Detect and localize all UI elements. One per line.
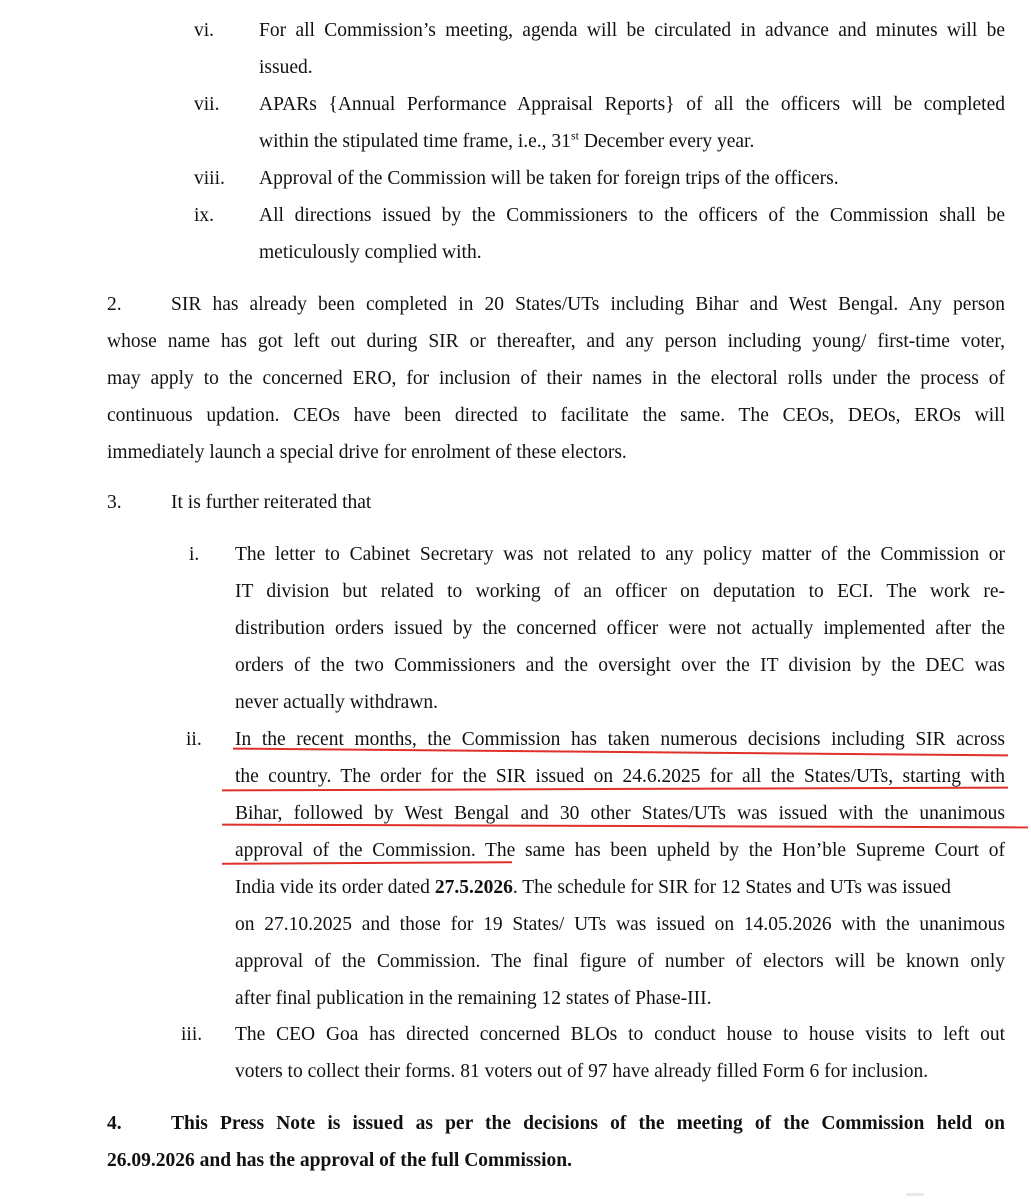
text-line: IT division but related to working of an officer on deputation to ECI. The work re- (235, 581, 1005, 602)
text-line: after final publication in the remaining 12 states of Phase-III. (235, 988, 712, 1009)
text-line: the country. The order for the SIR issued on 24.6.2025 for all the States/UTs, starting with (235, 766, 1005, 787)
text-line: on 27.10.2025 and those for 19 States/ UTs was issued on 14.05.2026 with the unanimous (235, 914, 1005, 935)
text-line: Approval of the Commission will be taken for foreign trips of the officers. (259, 168, 839, 189)
red-underline-annotation (222, 861, 512, 865)
text-line-with-superscript (259, 129, 754, 155)
text-line: It is further reiterated that (171, 492, 372, 513)
text-line: voters to collect their forms. 81 voters out of 97 have already filled Form 6 for inclusion. (235, 1061, 929, 1082)
text-line: For all Commission’s meeting, agenda will be circulated in advance and minutes will be (259, 20, 1005, 41)
list-number: vii. (194, 94, 220, 115)
text-line: Bihar, followed by West Bengal and 30 other States/UTs was issued with the unanimous (235, 803, 1005, 824)
paragraph-number: 3. (107, 492, 122, 513)
list-number: vi. (194, 20, 215, 41)
paragraph-number: 4. (107, 1113, 122, 1134)
bold-date: 27.5.2026 (434, 877, 513, 898)
text-part: India vide its order dated (235, 877, 435, 898)
text-line: issued. (259, 57, 313, 78)
list-number: ii. (186, 729, 202, 750)
text-line: never actually withdrawn. (235, 692, 439, 713)
text-line: orders of the two Commissioners and the oversight over the IT division by the DEC was (235, 655, 1005, 676)
text-line: immediately launch a special drive for enrolment of these electors. (107, 442, 627, 463)
list-number: ix. (194, 205, 215, 226)
superscript: st (570, 128, 579, 143)
text-line: All directions issued by the Commissioners to the officers of the Commission shall be (259, 205, 1005, 226)
text-line: whose name has got left out during SIR or thereafter, and any person including young/ first-time voter, (107, 331, 1005, 352)
text-line: APARs {Annual Performance Appraisal Reports} of all the officers will be completed (259, 94, 1005, 115)
text-line: distribution orders issued by the concerned officer were not actually implemented after the (235, 618, 1005, 639)
text-line: The letter to Cabinet Secretary was not related to any policy matter of the Commission or (235, 544, 1005, 565)
text-line: may apply to the concerned ERO, for inclusion of their names in the electoral rolls under the process of (107, 368, 1005, 389)
paragraph-number: 2. (107, 294, 122, 315)
text-line: This Press Note is issued as per the decisions of the meeting of the Commission held on (171, 1113, 1005, 1134)
text-line: meticulously complied with. (259, 242, 482, 263)
page-edge-mark (906, 1193, 924, 1196)
list-number: viii. (194, 168, 225, 189)
text-part: . The schedule for SIR for 12 States and UTs was issued (512, 877, 951, 898)
text-line: continuous updation. CEOs have been directed to facilitate the same. The CEOs, DEOs, EROs will (107, 405, 1005, 426)
text-line: approval of the Commission. The final figure of number of electors will be known only (235, 951, 1005, 972)
text-part: within the stipulated time frame, i.e., 31 (259, 131, 571, 152)
text-line: The CEO Goa has directed concerned BLOs to conduct house to house visits to left out (235, 1024, 1005, 1045)
text-line: In the recent months, the Commission has taken numerous decisions including SIR across (235, 729, 1005, 750)
text-line: 26.09.2026 and has the approval of the full Commission. (107, 1150, 572, 1171)
text-line: SIR has already been completed in 20 States/UTs including Bihar and West Bengal. Any person (171, 294, 1005, 315)
list-number: i. (189, 544, 200, 565)
text-part: December every year. (578, 131, 755, 152)
list-number: iii. (181, 1024, 203, 1045)
text-line-with-bold-date (235, 875, 951, 901)
text-line: approval of the Commission. The same has been upheld by the Hon’ble Supreme Court of (235, 840, 1005, 861)
